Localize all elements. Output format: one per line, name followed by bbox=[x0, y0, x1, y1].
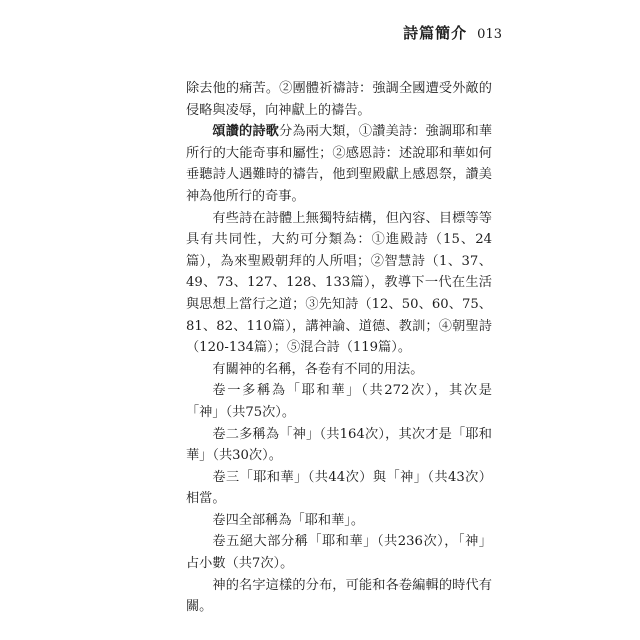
paragraph-text: 有些詩在詩體上無獨特結構，但內容、目標等等具有共同性，大約可分類為：①進殿詩（15、24篇），為來聖殿朝拜的人所唱；②智慧詩（1、37、49、73、127、128、133篇），教導下一代在生活與思想上當行之道；③先知詩（12、50、60、75、81、82、110篇），講神論、道德、教訓；④朝聖詩（120-134篇）；⑤混合詩（119篇）。 bbox=[186, 210, 492, 356]
paragraph-book-three bbox=[186, 467, 492, 510]
paragraph-book-five bbox=[186, 531, 492, 574]
paragraph-divine-names-intro bbox=[186, 359, 492, 381]
paragraph-praise-songs bbox=[186, 121, 492, 207]
body-text bbox=[186, 78, 492, 618]
paragraph-conclusion bbox=[186, 575, 492, 618]
paragraph-book-four bbox=[186, 510, 492, 532]
paragraph-text: 卷三「耶和華」（共44次）與「神」（共43次）相當。 bbox=[186, 469, 492, 507]
paragraph-text: 分為兩大類，①讚美詩：強調耶和華所行的大能奇事和屬性；②感恩詩：述說耶和華如何垂聽詩人遇難時的禱告，他到聖殿獻上感恩祭，讚美神為他所行的奇事。 bbox=[186, 124, 493, 204]
paragraph-book-two bbox=[186, 424, 492, 467]
paragraph-text: 卷五絕大部分稱「耶和華」（共236次），「神」占小數（共7次）。 bbox=[186, 534, 492, 572]
paragraph-text: 有關神的名稱，各卷有不同的用法。 bbox=[212, 361, 424, 377]
running-title: 詩篇簡介 bbox=[403, 24, 468, 42]
paragraph-classification bbox=[186, 208, 492, 359]
paragraph-book-one bbox=[186, 380, 492, 423]
paragraph-text: 神的名字這樣的分布，可能和各卷編輯的時代有關。 bbox=[186, 577, 492, 615]
paragraph-text: 卷一多稱為「耶和華」（共272次），其次是「神」（共75次）。 bbox=[186, 383, 492, 420]
paragraph-text: 除去他的痛苦。②團體祈禱詩：強調全國遭受外敵的侵略與凌辱，向神獻上的禱告。 bbox=[186, 81, 492, 118]
running-header bbox=[403, 22, 502, 43]
paragraph-text: 卷二多稱為「神」（共164次），其次才是「耶和華」（共30次）。 bbox=[186, 426, 492, 464]
paragraph-text: 卷四全部稱為「耶和華」。 bbox=[212, 512, 365, 528]
paragraph-lead-term: 頌讚的詩歌 bbox=[212, 124, 279, 140]
paragraph-continuation bbox=[186, 78, 492, 121]
page-number: 013 bbox=[477, 27, 502, 42]
